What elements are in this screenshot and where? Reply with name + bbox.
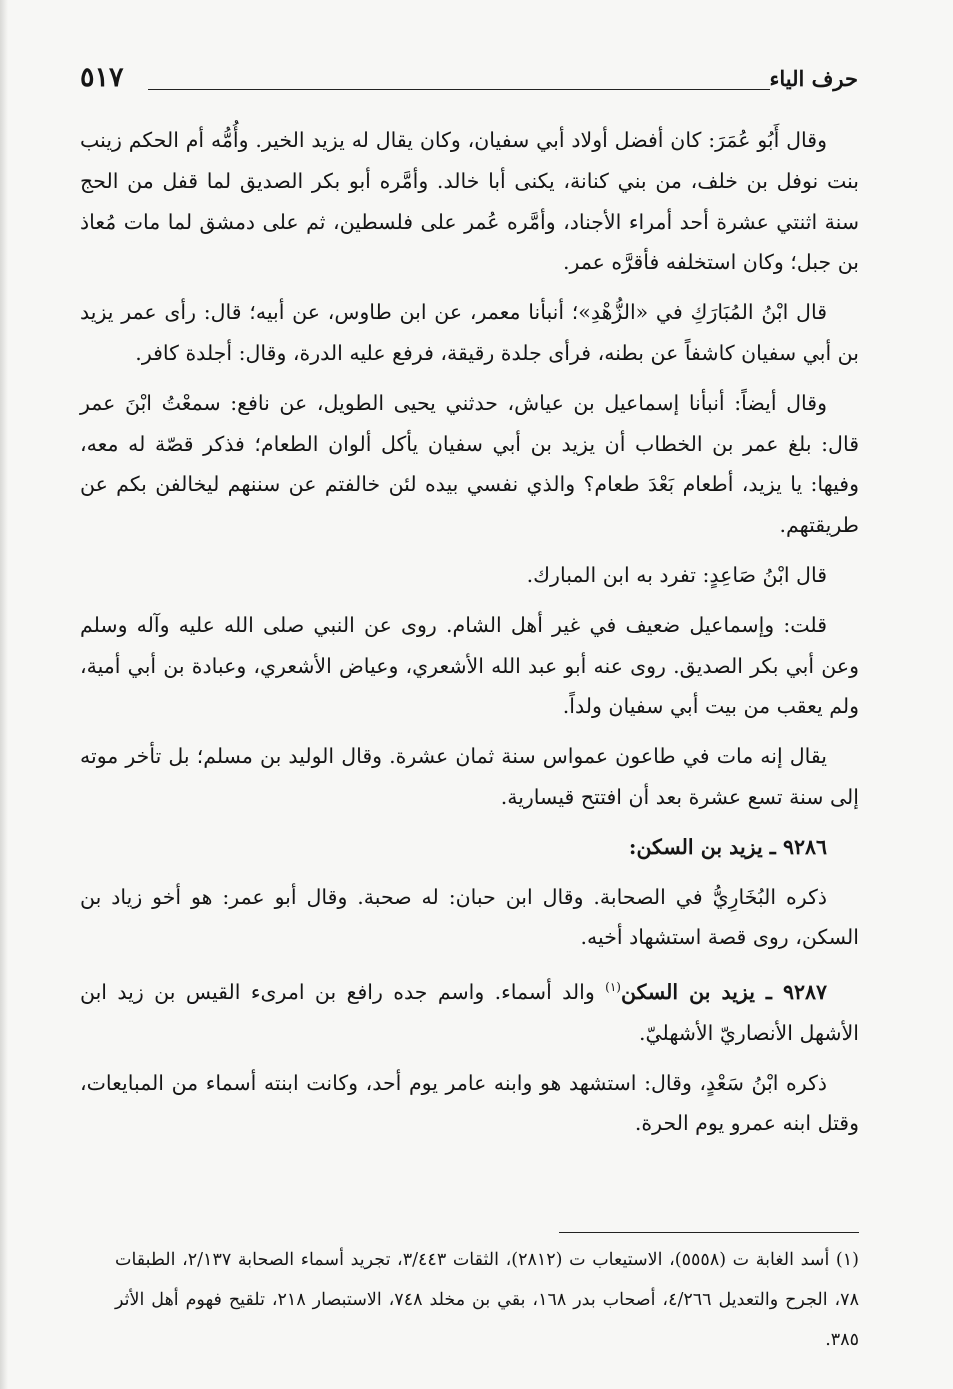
footnote-rule (559, 1232, 859, 1233)
page-number: ٥١٧ (80, 62, 124, 93)
main-text (80, 120, 859, 1153)
paragraph: قلت: وإسماعيل ضعيف في غير أهل الشام. روى عن النبي صلى الله عليه وآله وسلم وعن أبي بكر الصديق. روى عنه أبو عبد الله الأشعري، وعياض الأشعري، وعبادة بن أبي أمية، ولم يعقب من بيت أبي سفيان ولداً. (80, 612, 859, 719)
paragraph: وقال أيضاً: أنبأنا إسماعيل بن عياش، حدثني يحيى الطويل، عن نافع: سمعْتُ ابْنَ عمر قال: بلغ عمر بن الخطاب أن يزيد بن أبي سفيان يأكل ألوان الطعام؛ فذكر قصّة له معه، وفيها: يا يزيد، أطعام بَعْدَ طعام؟ والذي نفسي بيده لئن خالفتم عن سننهم ليخالفن بكم عن طريقتهم. (80, 390, 859, 538)
paragraph: قال ابْنُ صَاعِدٍ: تفرد به ابن المبارك. (526, 562, 827, 587)
entry-heading: ٩٢٨٧ ـ يزيد بن السكن (620, 979, 827, 1004)
footnotes (115, 1240, 859, 1360)
entry-heading: ٩٢٨٦ ـ يزيد بن السكن: (628, 834, 827, 859)
footnote-marker: (١) (605, 980, 621, 995)
page-header (80, 62, 858, 102)
entry-paragraph (80, 967, 859, 1053)
entry-text: والد أسماء. واسم جده رافع بن امرىء القيس بن زيد ابن الأشهل الأنصاريّ الأشهليّ. (80, 979, 859, 1045)
paragraph: ذكره ابْنُ سَعْدٍ، وقال: استشهد هو وابنه عامر يوم أحد، وكانت ابنته أسماء من المبايعات، وقتل ابنه عمرو يوم الحرة. (80, 1070, 859, 1136)
page-edge-shadow (0, 0, 8, 1389)
footnote: (١) أسد الغابة ت (٥٥٥٨)، الاستيعاب ت (٢٨١٢)، الثقات ٣/٤٤٣، تجريد أسماء الصحابة ٢/١٣٧، الطبقات ٧٨، الجرح والتعديل ٤/٢٦٦، أصحاب بدر ١٦٨، بقي بن مخلد ٧٤٨، الاستبصار ٢١٨، تلقيح فهوم أهل الأثر ٣٨٥. (115, 1250, 859, 1350)
header-rule (148, 89, 770, 90)
paragraph: قال ابْنُ المُبَارَكِ في «الزُّهْدِ»؛ أنبأنا معمر، عن ابن طاوس، عن أبيه؛ قال: رأى عمر يزيد بن أبي سفيان كاشفاً عن بطنه، فرأى جلدة رقيقة، فرفع عليه الدرة، وقال: أجلدة كافر. (80, 300, 859, 365)
paragraph: يقال إنه مات في طاعون عمواس سنة ثمان عشرة. وقال الوليد بن مسلم؛ بل تأخر موته إلى سنة تسع عشرة بعد أن افتتح قيسارية. (80, 744, 859, 809)
paragraph: ذكره البُخَارِيُّ في الصحابة. وقال ابن حبان: له صحبة. وقال أبو عمر: هو أخو زياد بن السكن، روى قصة استشهاد أخيه. (80, 884, 859, 950)
paragraph: وقال أَبُو عُمَرَ: كان أفضل أولاد أبي سفيان، وكان يقال له يزيد الخير. وأُمُّه أم الحكم زينب بنت نوفل بن خلف، من بني كنانة، يكنى أبا خالد. وأمَّره أبو بكر الصديق لما قفل من الحج سنة اثنتي عشرة أحد أمراء الأجناد، وأمَّره عُمر على فلسطين، ثم على دمشق لما مات مُعاذ بن جبل؛ وكان استخلفه فأقرَّه عمر. (80, 128, 859, 275)
running-title: حرف الياء (769, 66, 858, 91)
